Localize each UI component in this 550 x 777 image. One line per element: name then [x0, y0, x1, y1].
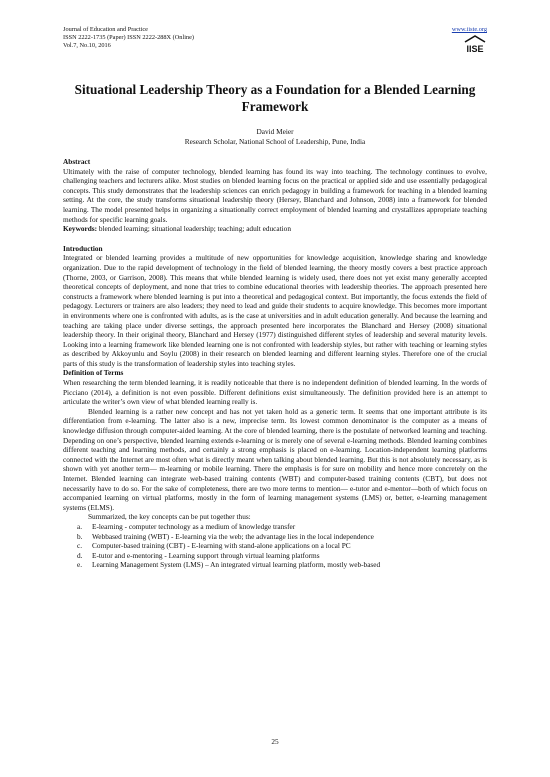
introduction-text: Integrated or blended learning provides a multitude of new opportunities for knowledge acquisition, knowledge sharing and knowledge organization. Due to the rapid development of technology in the field of blended learning, the theory mostly covers a best practice approach (Thorne, 2003, or Garrison, 2008). This means that while blended learning is widely used, there does not yet exist many generally accepted theoretical concepts of deployment, and none that tries to combine educational theories with leadership theories. The approach presented here constructs a framework where blended learning is put into a theoretical and pedagogical context. But importantly, the focus extends the field of pedagogy. Lecturers or trainers are also leaders; they need to lead and guide their students to acquire knowledge. This becomes more important in environments where one is confronted with adults, as is the case at universities and in adult education generally. And because the learning and teaching are taking place under diverse settings, the approach presented here incorporates the Blanchard and Hersey (2008) situational leadership theory. In their original theory, Blanchard and Hersey (1977) distinguished different styles of leadership and several maturity levels. Looking into a learning framework like blended learning one is not confronted with leadership styles, but rather with teaching or learning styles as described by Akkoyunlu and Soylu (2008) in their research on blended learning and different learning styles. Therefore one of the crucial parts of this study is the transformation of leadership styles into teaching styles. — [63, 253, 487, 368]
list-item-text: Computer-based training (CBT) - E-learning with stand-alone applications on a local PC — [92, 541, 351, 551]
list-item-text: E-learning - computer technology as a medium of knowledge transfer — [92, 521, 296, 531]
list-item-text: E-tutor and e-mentoring - Learning support through virtual learning platforms — [92, 550, 320, 560]
author-affiliation: Research Scholar, National School of Leadership, Pune, India — [184, 137, 366, 146]
keywords-line — [63, 224, 487, 234]
definition-heading: Definition of Terms — [63, 368, 124, 378]
journal-issn: ISSN 2222-1735 (Paper) ISSN 2222-288X (Online) — [63, 34, 194, 41]
logo-text: IISE — [466, 44, 484, 54]
definition-paragraph-1: When researching the term blended learning, it is readily noticeable that there is no independent definition of blended learning. In the words of Picciano (2014), a definition is not even possible. Different definitions exist simultaneously. The definition provided here is an attempt to articulate the writer’s own view of what blended learning really is. — [63, 378, 487, 407]
list-marker: c. — [77, 541, 83, 551]
list-marker: b. — [77, 531, 83, 541]
list-item — [63, 560, 487, 570]
keywords-label: Keywords: — [63, 224, 98, 234]
introduction-heading: Introduction — [63, 243, 103, 253]
list-item — [63, 522, 487, 532]
journal-name: Journal of Education and Practice — [63, 26, 148, 33]
list-item — [63, 541, 487, 551]
key-concepts-list — [63, 522, 487, 570]
abstract-text: Ultimately with the raise of computer technology, blended learning has found its way into teaching. The technology continues to evolve, challenging teachers and lecturers alike. Most studies on blended learning focus on the practical or applied side and use essentially pedagogical concepts. This study demonstrates that the leadership sciences can enrich pedagogy in building a framework for teaching in a blended learning setting. At the core, the study transforms situational leadership theory (Hersey, Blanchard and Johnson, 2008) into a framework for blended learning. The model presented helps in organizing a situationally correct employment of blended learning and crystallizes appropriate teaching methods for specific learning goals. — [63, 166, 487, 224]
journal-info — [63, 26, 487, 50]
list-marker: a. — [77, 521, 83, 531]
author-block — [63, 127, 487, 147]
list-item-text: Learning Management System (LMS) – An integrated virtual learning platform, mostly web-based — [92, 560, 381, 570]
list-item-text: Webbased training (WBT) - E-learning via the web; the advantage lies in the local independence — [92, 531, 374, 541]
author-name: David Meier — [256, 127, 294, 136]
journal-header — [63, 26, 487, 54]
list-marker: e. — [77, 560, 83, 570]
iiste-logo-icon — [463, 35, 487, 55]
journal-volume: Vol.7, No.10, 2016 — [63, 42, 111, 49]
summary-intro: Summarized, the key concepts can be put together thus: — [88, 512, 251, 522]
keywords-text: blended learning; situational leadership; teaching; adult education — [97, 224, 291, 234]
definition-paragraph-2: Blended learning is a rather new concept and has not yet taken hold as a generic term. It seems that one important attribute is its differentiation from e-learning. The latter also is a new, imprecise term. Its lowest common denominator is the computer as a means of knowledge diffusion through computer-aided learning. At the core of blended learning, there is the postulate of networked learning and teaching. Depending on one’s perspective, blended learning extends e-learning or is merely one of several e-learning methods. Blended learning combines different teaching and learning methods, and certainly a strong emphasis is placed on e-learning. Location-independent learning platforms connected with the Internet are most often what is directly meant when talking about blended learning. But this is not absolutely necessary, as is shown with yet another term— m-learning or mobile learning. There the emphasis is for sure on mobility and hence more concretely on the Internet. Blended learning can integrate web-based training contents (WBT) and computer-based training contents (CBT), but does not necessarily have to do so. For the sake of completeness, there are two more terms to mention— e-tutor and e-mentor—both of which focus on accompanied learning on virtual platforms, mostly in the form of learning management systems (LMS) or, better, e-learning management systems (ELMS). — [63, 406, 487, 512]
paper-body — [63, 157, 487, 570]
abstract-heading: Abstract — [63, 157, 91, 166]
page-number: 25 — [271, 737, 279, 746]
list-item — [63, 551, 487, 561]
list-item — [63, 532, 487, 542]
paper-title: Situational Leadership Theory as a Foundation for a Blended Learning Framework — [74, 82, 476, 114]
list-marker: d. — [77, 550, 83, 560]
journal-url-link[interactable]: www.iiste.org — [451, 26, 487, 33]
